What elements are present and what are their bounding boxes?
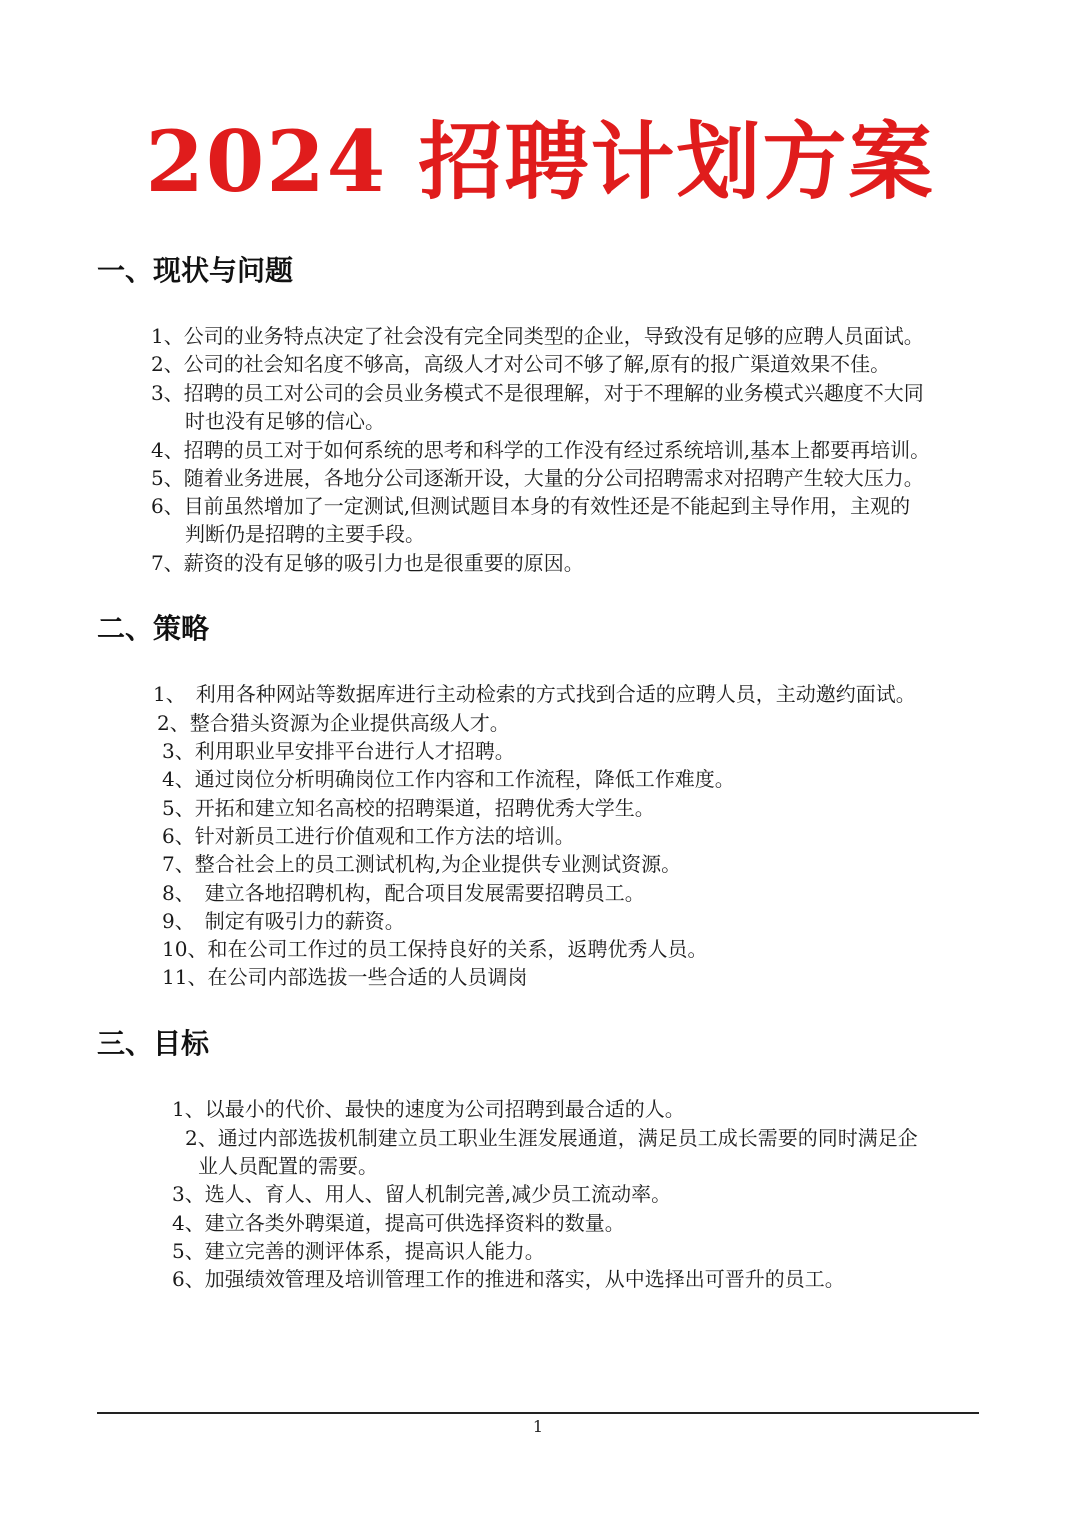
list-item: 2、整合猎头资源为企业提供高级人才。: [157, 711, 510, 735]
list-item: 6、加强绩效管理及培训管理工作的推进和落实，从中选择出可晋升的员工。: [172, 1267, 845, 1291]
list-item: 5、随着业务进展，各地分公司逐渐开设，大量的分公司招聘需求对招聘产生较大压力。: [151, 466, 924, 490]
list-item: 3、选人、育人、用人、留人机制完善,减少员工流动率。: [172, 1182, 672, 1206]
list-item: 6、针对新员工进行价值观和工作方法的培训。: [162, 824, 575, 848]
list-item: 8、 建立各地招聘机构，配合项目发展需要招聘员工。: [162, 881, 645, 905]
list-item: 7、薪资的没有足够的吸引力也是很重要的原因。: [151, 551, 584, 575]
footer-divider: [97, 1412, 979, 1414]
list-item: 7、整合社会上的员工测试机构,为企业提供专业测试资源。: [162, 852, 682, 876]
section-heading-goals: 三、目标: [97, 1027, 210, 1060]
document-title: 2024 招聘计划方案: [145, 112, 935, 211]
list-item: 4、通过岗位分析明确岗位工作内容和工作流程，降低工作难度。: [162, 767, 735, 791]
list-item: 11、在公司内部选拔一些合适的人员调岗: [162, 965, 528, 989]
list-item: 1、公司的业务特点决定了社会没有完全同类型的企业，导致没有足够的应聘人员面试。: [151, 324, 924, 348]
list-item: 3、招聘的员工对公司的会员业务模式不是很理解，对于不理解的业务模式兴趣度不大同: [151, 381, 924, 405]
list-item-continuation: 业人员配置的需要。: [198, 1154, 378, 1178]
list-item: 2、通过内部选拔机制建立员工职业生涯发展通道，满足员工成长需要的同时满足企: [185, 1126, 918, 1150]
list-item: 10、和在公司工作过的员工保持良好的关系，返聘优秀人员。: [162, 937, 708, 961]
list-item: 9、 制定有吸引力的薪资。: [162, 909, 405, 933]
page-number: 1: [532, 1417, 544, 1436]
list-item: 5、建立完善的测评体系，提高识人能力。: [172, 1239, 545, 1263]
section-heading-strategy: 二、策略: [97, 612, 210, 645]
list-item-continuation: 判断仍是招聘的主要手段。: [185, 522, 425, 546]
list-item: 5、开拓和建立知名高校的招聘渠道，招聘优秀大学生。: [162, 796, 655, 820]
list-item: 3、利用职业早安排平台进行人才招聘。: [162, 739, 515, 763]
list-item: 1、 利用各种网站等数据库进行主动检索的方式找到合适的应聘人员，主动邀约面试。: [153, 682, 916, 706]
list-item: 1、以最小的代价、最快的速度为公司招聘到最合适的人。: [172, 1097, 685, 1121]
list-item: 2、公司的社会知名度不够高，高级人才对公司不够了解,原有的报广渠道效果不佳。: [151, 352, 891, 376]
list-item: 4、建立各类外聘渠道，提高可供选择资料的数量。: [172, 1211, 625, 1235]
list-item: 6、目前虽然增加了一定测试,但测试题目本身的有效性还是不能起到主导作用，主观的: [151, 494, 911, 518]
list-item: 4、招聘的员工对于如何系统的思考和科学的工作没有经过系统培训,基本上都要再培训。: [151, 438, 931, 462]
section-heading-status: 一、现状与问题: [97, 254, 294, 287]
list-item-continuation: 时也没有足够的信心。: [185, 409, 385, 433]
